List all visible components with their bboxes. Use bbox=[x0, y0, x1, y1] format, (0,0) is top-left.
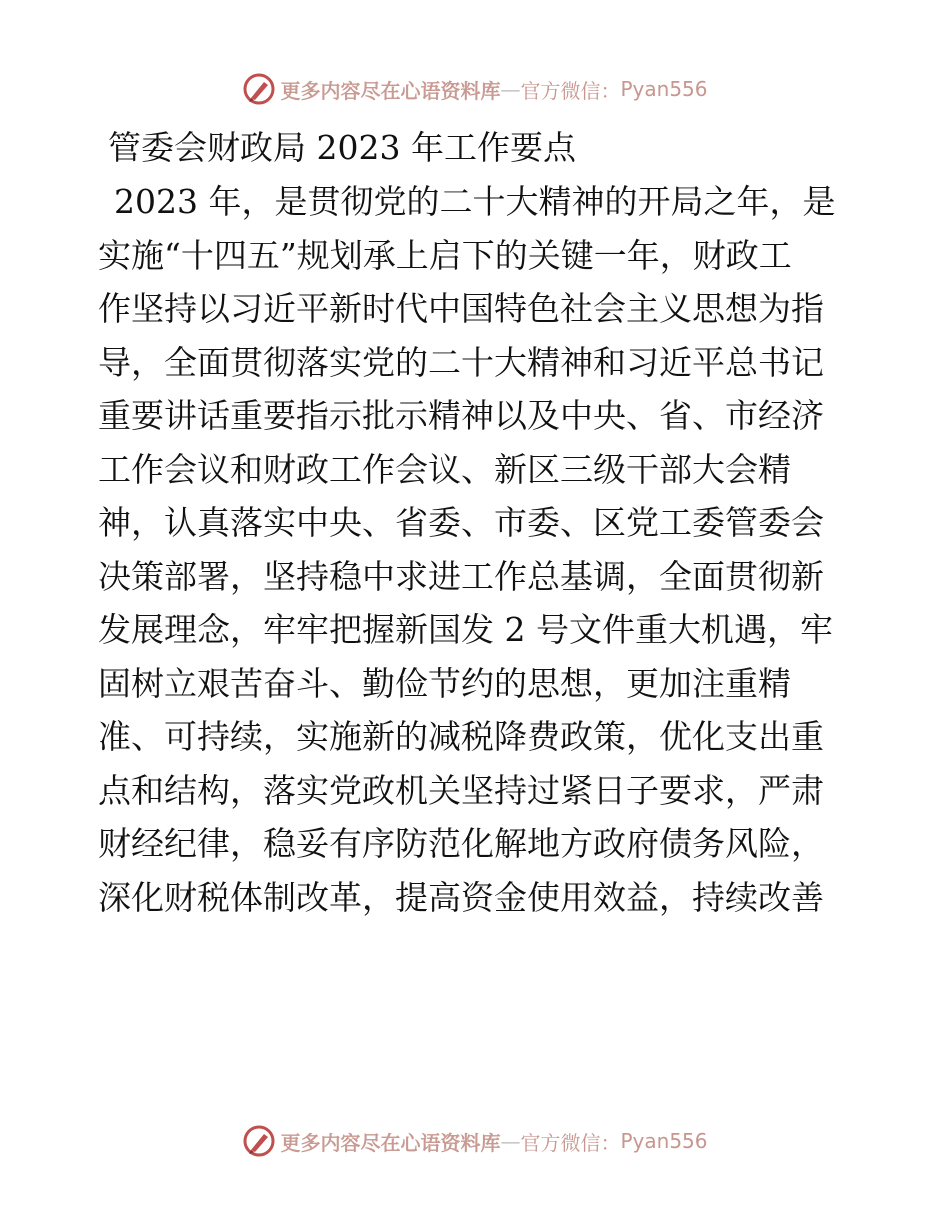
body-line: 重要讲话重要指示批示精神以及中央、省、市经济 bbox=[98, 396, 824, 435]
body-line: 作坚持以习近平新时代中国特色社会主义思想为指 bbox=[98, 289, 824, 328]
document-title: 管委会财政局 2023 年工作要点 bbox=[108, 128, 576, 167]
watermark-id: Pyan556 bbox=[620, 77, 708, 101]
watermark-sub-text: 官方微信： bbox=[520, 78, 621, 103]
body-line: 工作会议和财政工作会议、新区三级干部大会精 bbox=[98, 449, 791, 489]
pen-logo-icon bbox=[242, 1124, 276, 1158]
body-line: 准、可持续，实施新的减税降费政策，优化支出重 bbox=[98, 717, 824, 756]
document-body bbox=[98, 175, 858, 924]
body-line: 实施“十四五”规划承上启下的关键一年，财政工 bbox=[98, 235, 792, 275]
watermark-main-text: 更多内容尽在心语资料库 bbox=[280, 1130, 501, 1155]
body-line: 发展理念，牢牢把握新国发 2 号文件重大机遇，牢 bbox=[98, 610, 833, 649]
body-line: 神，认真落实中央、省委、市委、区党工委管委会 bbox=[98, 503, 824, 542]
body-line: 点和结构，落实党政机关坚持过紧日子要求，严肃 bbox=[98, 770, 824, 810]
footer-watermark bbox=[0, 1124, 950, 1158]
watermark-id: Pyan556 bbox=[620, 1129, 708, 1153]
watermark-sub-text: 官方微信： bbox=[520, 1130, 621, 1155]
body-line: 财经纪律，稳妥有序防范化解地方政府债务风险， bbox=[98, 824, 824, 863]
watermark-main-text: 更多内容尽在心语资料库 bbox=[280, 78, 501, 103]
watermark-separator: — bbox=[500, 77, 521, 101]
body-line: 深化财税体制改革，提高资金使用效益，持续改善 bbox=[98, 877, 824, 917]
body-line: 决策部署，坚持稳中求进工作总基调，全面贯彻新 bbox=[98, 556, 824, 596]
pen-logo-icon bbox=[242, 72, 276, 106]
header-watermark bbox=[0, 72, 950, 106]
body-line: 固树立艰苦奋斗、勤俭节约的思想，更加注重精 bbox=[98, 663, 791, 703]
body-line: 导，全面贯彻落实党的二十大精神和习近平总书记 bbox=[98, 342, 824, 382]
watermark-separator: — bbox=[500, 1129, 521, 1153]
body-line: 2023 年，是贯彻党的二十大精神的开局之年，是 bbox=[114, 182, 836, 221]
